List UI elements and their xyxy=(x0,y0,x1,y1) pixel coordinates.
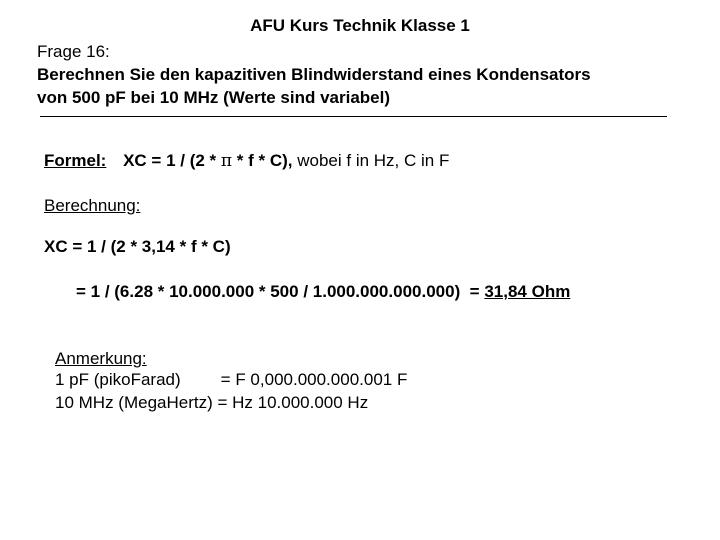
remark-label: Anmerkung: xyxy=(55,349,147,368)
formula-expression-start: XC = 1 / (2 * xyxy=(123,151,221,170)
pi-symbol: π xyxy=(220,151,233,171)
calculation-expression: = 1 / (6.28 * 10.000.000 * 500 / 1.000.000.000.000) = xyxy=(76,282,485,301)
calculation-line-1: XC = 1 / (2 * 3,14 * f * C) xyxy=(44,237,231,256)
formula-expression-end: * f * C), xyxy=(232,151,293,170)
formula-units-note: wobei f in Hz, C in F xyxy=(292,151,450,170)
question-number: Frage 16: xyxy=(37,42,110,61)
remark-line-1 xyxy=(55,370,407,390)
question-text-line-2: von 500 pF bei 10 MHz (Werte sind variabel) xyxy=(37,88,391,107)
calculation-result: 31,84 Ohm xyxy=(484,282,571,301)
calculation-line-2 xyxy=(76,282,570,302)
page-title: AFU Kurs Technik Klasse 1 xyxy=(250,16,470,35)
calculation-label: Berechnung: xyxy=(44,196,141,215)
remark-line-1-right: = F 0,000.000.000.001 F xyxy=(220,370,408,389)
formula-row xyxy=(44,151,449,171)
formula-label: Formel: xyxy=(44,151,107,170)
remark-line-1-left: 1 pF (pikoFarad) xyxy=(55,370,181,389)
divider xyxy=(40,116,667,117)
remark-line-2: 10 MHz (MegaHertz) = Hz 10.000.000 Hz xyxy=(55,393,369,412)
question-text-line-1: Berechnen Sie den kapazitiven Blindwiderstand eines Kondensators xyxy=(37,65,591,84)
